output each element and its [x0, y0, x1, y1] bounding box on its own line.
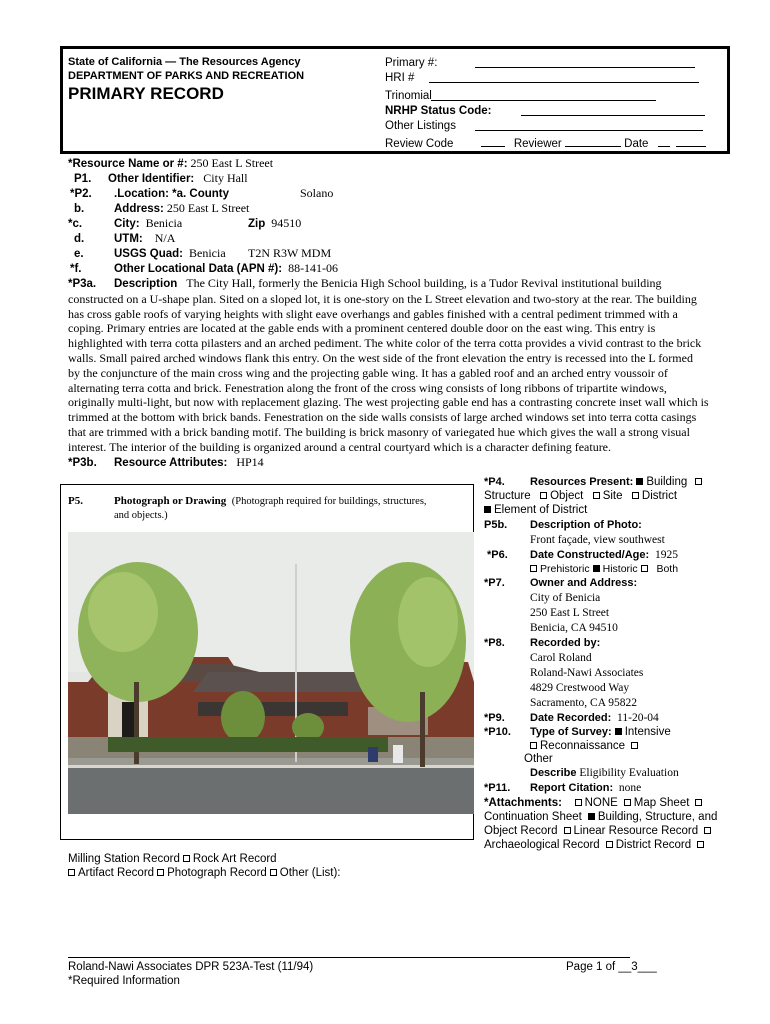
p2-num: *P2. — [70, 188, 92, 200]
other-survey-label: Other — [524, 753, 553, 765]
reviewer-label: Reviewer — [513, 138, 562, 150]
p3a-label: Description — [114, 278, 178, 290]
description-line: highlighted with terra cotta pilasters and an arched pediment. The white color of the terra cotta provides a vivid contrast to the brick — [68, 336, 702, 351]
resource-name: 250 East L Street — [190, 156, 274, 170]
reconnaissance-label: Reconnaissance — [540, 740, 626, 752]
zip-value: 94510 — [271, 216, 302, 230]
both-label: Both — [656, 563, 679, 575]
description-line: constructed on a U-shape plan. Sited on a sloped lot, it is one-story on the L Street elevation and two-story at the rear. The building — [68, 291, 697, 306]
f-label: Other Locational Data (APN #): — [114, 263, 283, 275]
building-label: Building — [646, 476, 688, 488]
p5-note-line1: (Photograph required for buildings, structures, — [231, 496, 427, 507]
f-num: *f. — [70, 263, 82, 275]
district-record-label: District Record — [615, 839, 692, 851]
site-checkbox[interactable] — [593, 492, 600, 499]
city-hall-photo — [68, 532, 474, 814]
artifact-label: Artifact Record — [78, 867, 155, 879]
c-label: City: — [114, 218, 140, 230]
p2-label: .Location: *a. County — [114, 188, 229, 200]
p5b-num: P5b. — [484, 519, 508, 531]
trinomial-label: Trinomial — [385, 90, 432, 102]
milling-checkbox[interactable] — [697, 841, 704, 848]
element-label: Element of District — [494, 504, 588, 516]
district-checkbox[interactable] — [632, 492, 639, 499]
element-checkbox[interactable] — [484, 506, 491, 513]
description-line: that are trimmed with a brick banding motif. The building is brick masonry of variegated hue which gives the wall a strong visual — [68, 424, 690, 439]
historic-checkbox[interactable] — [593, 565, 600, 572]
archaeological-label: Archaeological Record — [484, 839, 600, 851]
p7-label: Owner and Address: — [530, 577, 638, 589]
page-suffix: ___ — [637, 961, 657, 973]
footer-rule — [68, 957, 630, 958]
bso-checkbox[interactable] — [588, 813, 595, 820]
e-num: e. — [74, 248, 84, 260]
owner-line: Benicia, CA 94510 — [530, 622, 618, 634]
resource-name-label: *Resource Name or #: — [68, 158, 188, 170]
agency-line2: DEPARTMENT OF PARKS AND RECREATION — [68, 70, 305, 82]
d-label: UTM: — [114, 233, 143, 245]
description-line: The City Hall, formerly the Benicia High School building, is a Tudor Revival institutional building — [186, 276, 662, 290]
description-line: has cross gable roofs of varying heights with slight eave overhangs and gables finished with a central pediment trimmed with a — [68, 306, 678, 321]
p1-num: P1. — [74, 173, 92, 185]
p11-value: none — [618, 782, 642, 794]
p4-label: Resources Present: — [530, 476, 634, 488]
artifact-checkbox[interactable] — [68, 869, 75, 876]
description-line: walls. Small paired arched windows flank this entry. On the west side of the front elevation the entry is recessed into the L formed — [68, 350, 693, 365]
p4-num: *P4. — [484, 476, 505, 488]
linear-label: Linear Resource Record — [573, 825, 699, 837]
p1-value: City Hall — [203, 171, 248, 185]
e-value2: T2N R3W MDM — [248, 246, 332, 260]
describe-value: Eligibility Evaluation — [579, 767, 679, 779]
p10-num: *P10. — [484, 726, 511, 738]
b-num: b. — [74, 203, 85, 215]
object-record-label: Object Record — [484, 825, 558, 837]
p10-label: Type of Survey: — [530, 726, 612, 738]
other-list-label: Other (List): — [279, 867, 341, 879]
p9-value: 11-20-04 — [617, 712, 659, 724]
p3b-value: HP14 — [236, 454, 264, 469]
other-list-checkbox[interactable] — [270, 869, 277, 876]
map-sheet-label: Map Sheet — [633, 797, 690, 809]
p7-num: *P7. — [484, 577, 505, 589]
photograph-record-label: Photograph Record — [167, 867, 267, 879]
linear-checkbox[interactable] — [564, 827, 571, 834]
prehistoric-label: Prehistoric — [540, 563, 590, 575]
other-listings-label: Other Listings — [385, 120, 456, 132]
d-num: d. — [74, 233, 85, 245]
none-label: NONE — [584, 797, 618, 809]
nrhp-label: NRHP Status Code: — [385, 105, 492, 117]
site-label: Site — [602, 490, 623, 502]
none-checkbox[interactable] — [575, 799, 582, 806]
description-line: trimmed at the bottom with brick bands. Fenestration on the side walls consists of large arched windows set into terra cotta casings — [68, 410, 697, 425]
p3b-label: Resource Attributes: — [114, 456, 228, 469]
p3a-num: *P3a. — [68, 278, 97, 290]
date-label: Date — [624, 138, 649, 150]
other-survey-checkbox[interactable] — [631, 742, 638, 749]
p8-num: *P8. — [484, 637, 505, 649]
f-value: 88-141-06 — [288, 261, 339, 275]
p11-num: *P11. — [484, 782, 511, 794]
rock-art-checkbox[interactable] — [183, 855, 190, 862]
page-title: PRIMARY RECORD — [68, 84, 224, 103]
recorder-line: Carol Roland — [530, 652, 592, 664]
describe-label: Describe — [530, 767, 577, 779]
bso-label: Building, Structure, and — [597, 811, 718, 823]
c-num: *c. — [68, 218, 83, 230]
photograph-record-checkbox[interactable] — [157, 869, 164, 876]
object-checkbox[interactable] — [540, 492, 547, 499]
c-value: Benicia — [145, 216, 183, 230]
recorder-line: Roland-Nawi Associates — [530, 667, 644, 679]
recorder-line: Sacramento, CA 95822 — [530, 697, 637, 709]
intensive-label: Intensive — [624, 726, 671, 738]
structure-label: Structure — [484, 490, 531, 502]
description-block — [68, 276, 730, 470]
continuation-checkbox[interactable] — [695, 799, 702, 806]
page-total: 3 — [631, 961, 638, 973]
owner-line: 250 East L Street — [530, 607, 610, 619]
p5-note-line2: and objects.) — [114, 510, 168, 521]
description-line: coping. Primary entries are located at the gable ends with a prominent centered double door on the east wing. This entry is — [68, 321, 656, 336]
recorder-line: 4829 Crestwood Way — [530, 682, 630, 694]
e-label: USGS Quad: — [114, 248, 184, 260]
agency-line1: State of California — The Resources Agency — [68, 56, 301, 68]
p6-value: 1925 — [654, 549, 678, 561]
description-line: alternating terra cotta and brick. Fenestration along the front of the cross wing consists of long ribbons of tripartite windows, — [68, 380, 667, 395]
p6-num: *P6. — [487, 549, 508, 561]
p5b-value: Front façade, view southwest — [530, 534, 665, 546]
object-label: Object — [550, 490, 584, 502]
p9-num: *P9. — [484, 712, 505, 724]
p1-label: Other Identifier: — [108, 173, 195, 185]
description-line: originally multi-light, but now with replacement glazing. The west projecting gable end has a contrasting concrete inset wall which is — [68, 395, 709, 410]
reconnaissance-checkbox[interactable] — [530, 742, 537, 749]
p3b-num: *P3b. — [68, 456, 97, 469]
required-note: *Required Information — [68, 975, 180, 987]
continuation-label: Continuation Sheet — [484, 811, 582, 823]
e-value: Benicia — [189, 246, 226, 260]
district-label: District — [641, 490, 678, 502]
page-prefix: Page 1 of __ — [566, 961, 632, 973]
p9-label: Date Recorded: — [530, 712, 612, 724]
both-checkbox[interactable] — [641, 565, 648, 572]
p5-label: Photograph or Drawing — [114, 495, 227, 507]
map-sheet-checkbox[interactable] — [624, 799, 631, 806]
d-value: N/A — [154, 231, 176, 245]
p8-label: Recorded by: — [530, 637, 601, 649]
description-line: by the conjuncture of the main cross wing and the projecting gable wing. It has a gabled roof and an arched entry voussoir of — [68, 365, 668, 380]
archaeological-checkbox[interactable] — [704, 827, 711, 834]
structure-checkbox[interactable] — [695, 478, 702, 485]
p2-value: Solano — [300, 186, 334, 200]
b-label: Address: — [114, 203, 164, 215]
prehistoric-checkbox[interactable] — [530, 565, 537, 572]
form-id: Roland-Nawi Associates DPR 523A-Test (11/94) — [68, 961, 314, 973]
p5b-label: Description of Photo: — [530, 519, 642, 531]
zip-label: Zip — [248, 218, 266, 230]
description-line: interest. The interior of the building is organized around a central courtyard which is a character defining feature. — [68, 439, 612, 454]
milling-label: Milling Station Record — [68, 853, 180, 865]
intensive-checkbox[interactable] — [615, 728, 622, 735]
building-checkbox[interactable] — [636, 478, 643, 485]
review-code-label: Review Code — [385, 138, 454, 150]
primary-label: Primary #: — [385, 57, 438, 69]
rock-art-label: Rock Art Record — [192, 853, 277, 865]
district-record-checkbox[interactable] — [606, 841, 613, 848]
attachments-label: *Attachments: — [484, 797, 562, 809]
owner-line: City of Benicia — [530, 592, 601, 604]
p6-label: Date Constructed/Age: — [530, 549, 650, 561]
historic-label: Historic — [602, 563, 638, 575]
hri-label: HRI # — [385, 72, 415, 84]
p11-label: Report Citation: — [530, 782, 614, 794]
p5-num: P5. — [68, 495, 83, 507]
b-value: 250 East L Street — [166, 201, 250, 215]
